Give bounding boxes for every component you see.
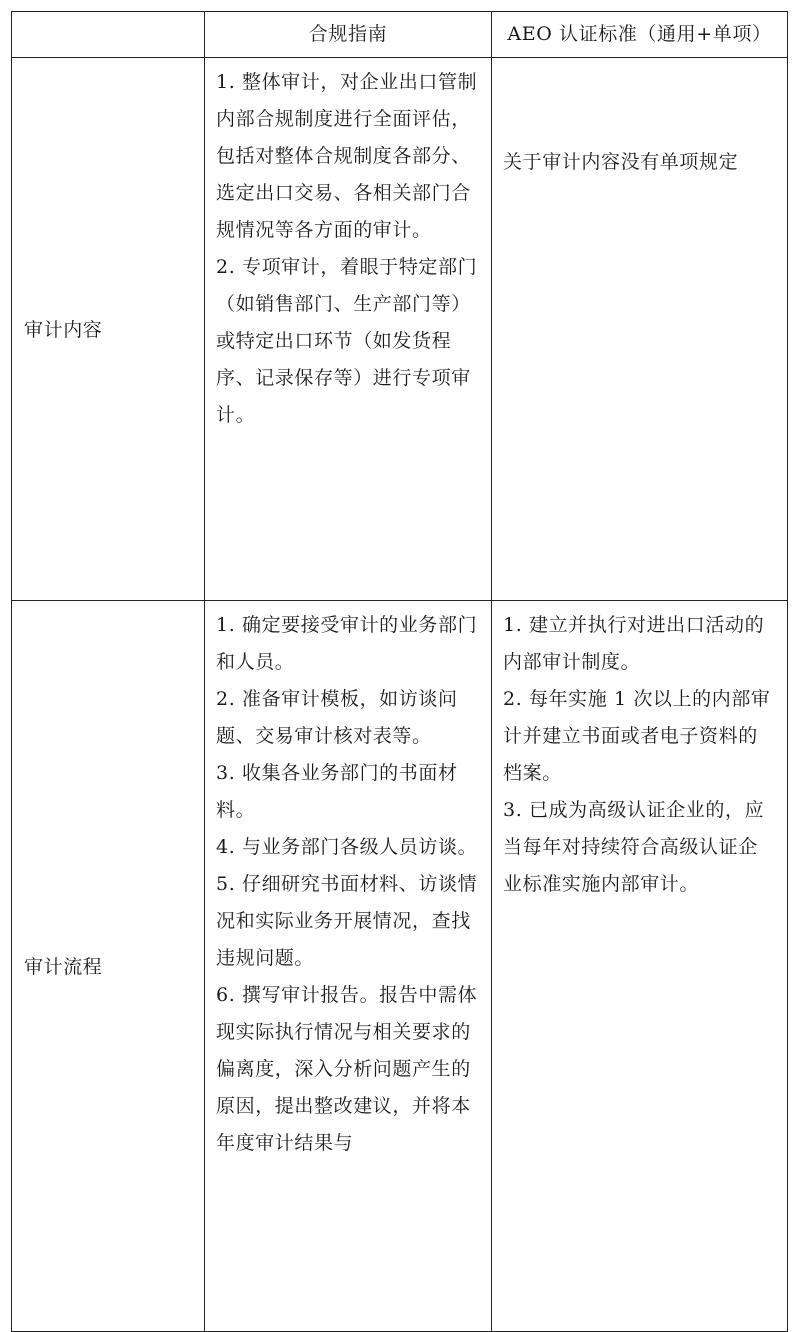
guide-item: 3. 收集各业务部门的书面材料。 <box>216 762 458 821</box>
aeo-item: 关于审计内容没有单项规定 <box>503 151 739 173</box>
aeo-cell <box>492 58 788 601</box>
guide-cell <box>205 58 492 601</box>
guide-item: 2. 准备审计模板，如访谈问题、交易审计核对表等。 <box>216 688 458 747</box>
guide-item: 5. 仔细研究书面材料、访谈情况和实际业务开展情况，查找违规问题。 <box>216 873 478 969</box>
row-label: 审计内容 <box>12 58 205 601</box>
aeo-item: 2. 每年实施 1 次以上的内部审计并建立书面或者电子资料的档案。 <box>503 688 771 784</box>
guide-item: 4. 与业务部门各级人员访谈。 <box>216 836 478 858</box>
header-cell-aeo: AEO 认证标准（通用+单项） <box>492 12 788 58</box>
guide-cell <box>205 601 492 1332</box>
guide-item: 1. 确定要接受审计的业务部门和人员。 <box>216 614 478 673</box>
table-row-audit-process <box>12 601 788 1332</box>
comparison-table <box>11 11 788 1332</box>
guide-item: 1. 整体审计，对企业出口管制内部合规制度进行全面评估，包括对整体合规制度各部分、选定出口交易、各相关部门合规情况等各方面的审计。 <box>216 71 478 241</box>
guide-item: 6. 撰写审计报告。报告中需体现实际执行情况与相关要求的偏离度，深入分析问题产生的原因，提出整改建议，并将本年度审计结果与 <box>216 984 478 1154</box>
row-label: 审计流程 <box>12 601 205 1332</box>
table-row-audit-content <box>12 58 788 601</box>
aeo-cell <box>492 601 788 1332</box>
header-cell-guide: 合规指南 <box>205 12 492 58</box>
guide-item: 2. 专项审计，着眼于特定部门（如销售部门、生产部门等）或特定出口环节（如发货程序、记录保存等）进行专项审计。 <box>216 256 478 426</box>
aeo-item: 3. 已成为高级认证企业的，应当每年对持续符合高级认证企业标准实施内部审计。 <box>503 799 765 895</box>
header-cell-empty <box>12 12 205 58</box>
header-row <box>12 12 788 58</box>
aeo-item: 1. 建立并执行对进出口活动的内部审计制度。 <box>503 614 765 673</box>
